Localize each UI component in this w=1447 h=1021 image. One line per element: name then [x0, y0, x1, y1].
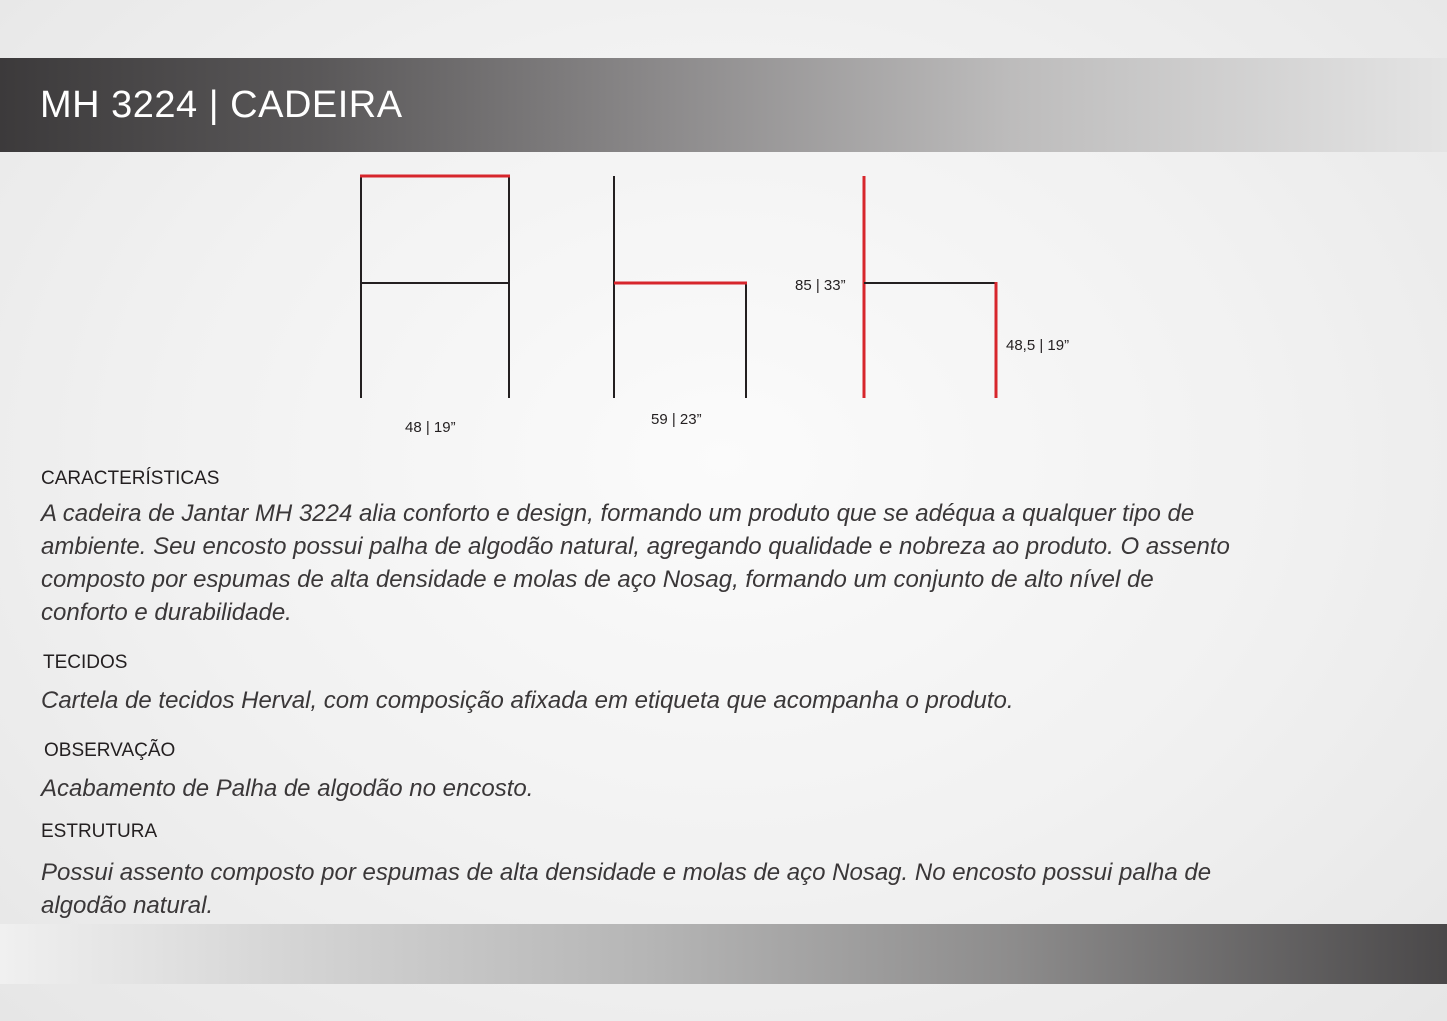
total-height-label: 85 | 33” — [795, 277, 846, 294]
footer-band — [0, 924, 1447, 984]
tecidos-heading: TECIDOS — [43, 652, 128, 673]
height-view-drawing — [864, 176, 996, 398]
caracteristicas-text: A cadeira de Jantar MH 3224 alia conforto e design, formando um produto que se adéqua a qualquer tipo de ambiente. Seu encosto possui palha de algodão natural, agregando qualidade e nobreza ao produto. O assento composto por espumas de alta densidade e molas de aço Nosag, formando um conjunto de alto nível de conforto e durabilidade. — [41, 500, 1230, 626]
observacao-text: Acabamento de Palha de algodão no encosto. — [41, 775, 534, 802]
estrutura-text: Possui assento composto por espumas de alta densidade e molas de aço Nosag. No encosto possui palha de algodão natural. — [41, 859, 1212, 919]
front-width-label: 48 | 19” — [405, 419, 456, 436]
page-title: MH 3224 | CADEIRA — [40, 84, 403, 126]
caracteristicas-heading: CARACTERÍSTICAS — [41, 468, 220, 489]
chair-dimension-diagram — [0, 0, 1447, 460]
estrutura-heading: ESTRUTURA — [41, 821, 158, 842]
seat-height-label: 48,5 | 19” — [1006, 337, 1070, 354]
front-view-drawing — [360, 176, 510, 398]
observacao-heading: OBSERVAÇÃO — [44, 740, 176, 761]
tecidos-text: Cartela de tecidos Herval, com composição afixada em etiqueta que acompanha o produto. — [41, 687, 1014, 714]
side-depth-label: 59 | 23” — [651, 411, 702, 428]
side-view-drawing — [614, 176, 747, 398]
